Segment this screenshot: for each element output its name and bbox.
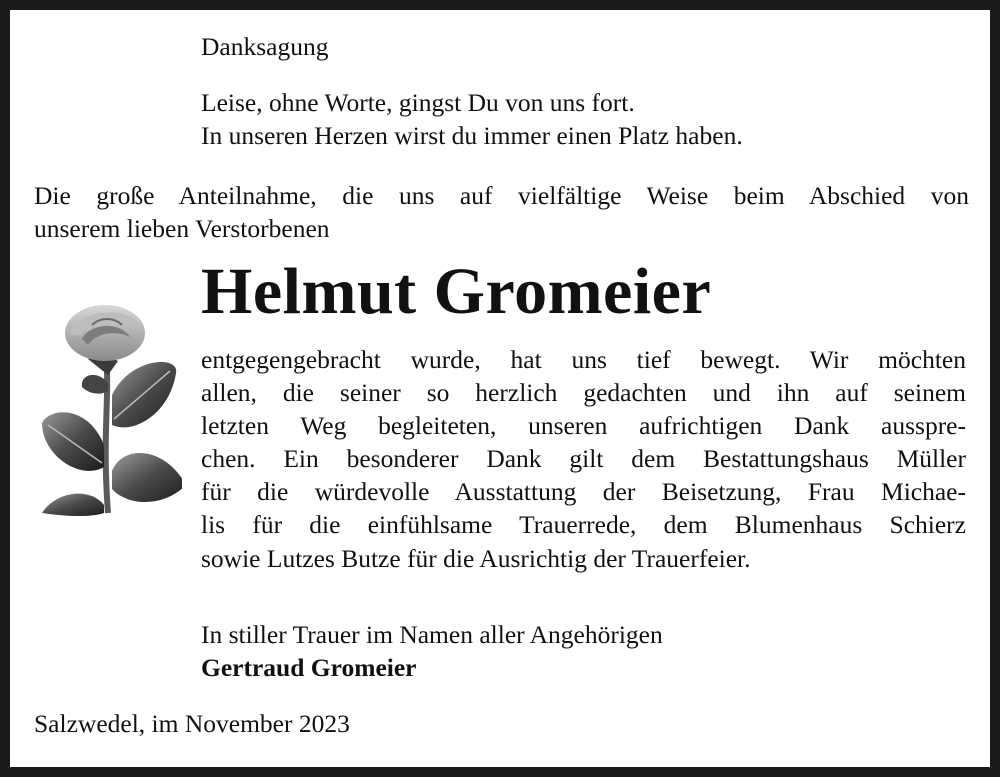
body-line: lis für die einfühlsame Trauerrede, dem Blumenhaus Schierz	[201, 510, 966, 540]
body-line: chen. Ein besonderer Dank gilt dem Bestattungshaus Müller	[201, 444, 966, 474]
mourning-block	[201, 618, 663, 684]
verse	[201, 86, 743, 152]
body-line: sowie Lutzes Butze für die Ausrichtig der Trauerfeier.	[201, 543, 751, 573]
body-line: allen, die seiner so herzlich gedachten und ihn auf seinem	[201, 378, 966, 408]
intro-text	[34, 179, 969, 245]
deceased-name: Helmut Gromeier	[201, 255, 712, 328]
signer-name: Gertraud Gromeier	[201, 653, 417, 682]
notice-heading: Danksagung	[201, 32, 329, 61]
verse-line: Leise, ohne Worte, gingst Du von uns fort.	[201, 88, 635, 117]
body-line: entgegengebracht wurde, hat uns tief bewegt. Wir möchten	[201, 345, 966, 374]
intro-line: Die große Anteilnahme, die uns auf vielfältige Weise beim Abschied von	[34, 181, 969, 210]
verse-line: In unseren Herzen wirst du immer einen Platz haben.	[201, 121, 743, 150]
intro-line: unserem lieben Verstorbenen	[34, 214, 330, 243]
rose-icon	[30, 295, 182, 517]
place-date: Salzwedel, im November 2023	[34, 709, 350, 738]
body-line: letzten Weg begleiteten, unseren aufrichtigen Dank ausspre-	[201, 411, 966, 441]
mourning-line: In stiller Trauer im Namen aller Angehörigen	[201, 620, 663, 649]
body-line: für die würdevolle Ausstattung der Beisetzung, Frau Michae-	[201, 477, 966, 507]
body-text	[201, 343, 966, 575]
